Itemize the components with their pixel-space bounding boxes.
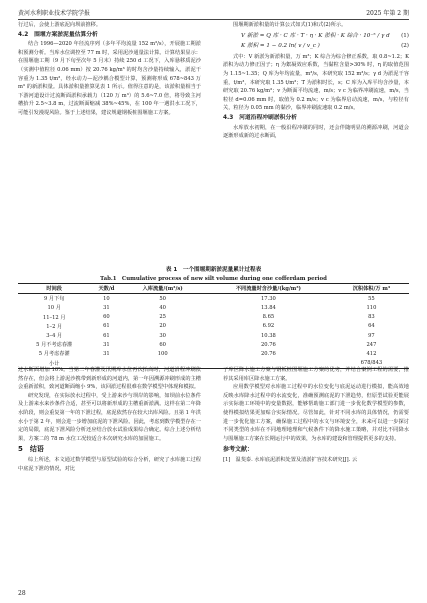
left-column-top: [18, 21, 201, 118]
silt-volume-table: [18, 283, 409, 369]
paragraph: 结合 1996—2020 年径流序列（多年平均流量 152 m³/s），开展施工期淤积预测分析。当库水位调控至 77 m 时，采用泥沙通量法计算。计算结果显示：在围堰施工期（9 月下旬至次年 5 月末）持续 250 d 工况下，入库悬移质泥沙（实测中值粒径 0.06 mm）按 20.76 kg/m³ 的时均含沙量持续输入，淤泥干容重为 1.35 t/m³，经水动力—泥沙耦合模型计算，预测将形成 678~843 万 m³ 的新淤积量。具体淤积量推算见表 1 所示。值得注意的是，该淤积量相当于下游河道设计过流断面淤积承载力（120 万 m³）的 5.6~7.0 倍，将导致主河槽抬升 2.5~3.8 m，过流断面缩减 38%~45%，在 100 年一遇洪水工况下，可能引发漫堤风险。鉴于上述结果，建议规避钢板桩围堰施工方案。: [18, 41, 201, 116]
table-row: 5 月考虑春灌 31 100 20.76 412: [38, 350, 377, 358]
reference-item: [1] 温斐泰. 水库底泥淤积处置及清淤扩容技术研究[J]. 云: [223, 456, 358, 463]
table-row: 3–4 月 61 30 10.38 97: [46, 332, 375, 340]
paragraph: 过水断面增加 10%。当第二年春灌及汛期库水位再次抬高时，河道沿程冲刷依然存在，但会将上游泥沙携带到新形成的河道内，第一年因溯源冲刷形成的主槽会重新淤积，致河道断面缩小 9%，该回淤过程很难在数学模型中体现和模拟。: [18, 367, 201, 391]
paragraph: 综上所述，本文通过数学模型与原型试验的综合分析，研究了水库施工过程中底泥下泄的情况，对比: [18, 456, 201, 472]
table-row: 11–12 月 60 25 8.65 83: [42, 314, 375, 321]
table-caption-cn: 表 1 一个围堰期新淤泥量累计过程表: [165, 267, 262, 273]
left-column-bottom: [18, 366, 201, 473]
table-row: 9 月下旬 10 50 17.30 55: [43, 295, 375, 303]
total-label: 小计: [18, 359, 90, 369]
column-header: 不同流量时含沙量/(kg/m³): [203, 284, 334, 294]
references-heading: 参考文献：: [223, 446, 254, 454]
table-row: 1–2 月 61 20 6.92 64: [46, 323, 375, 330]
right-column-top: [223, 21, 409, 141]
section-heading-5: 5 结语: [18, 445, 44, 454]
paragraph: 行过后，会使上游底泥向坝前推移。: [18, 22, 102, 28]
paragraph: 水库放水初期，在一般沿程冲刷的同时，还会伴随明显的溯源冲刷，河道会逐渐形成新的过水断面，: [223, 124, 409, 140]
issue-label: 2025 年第 2 期: [366, 10, 409, 17]
total-value: 678/843: [334, 359, 409, 369]
right-column-bottom: [223, 366, 409, 464]
paragraph: 式中：V 新淤为新淤积量，万 m³；K 综合为综合修正系数，取 0.8~1.2；K 淤积为动力修正因子；η 为絮凝效应系数，当黏粒含量>30% 时，η 的取值范围为 1.15~1.35；Q 库为年均流量，m³/s，本研究取 152 m³/s；γ d 为淤泥干容重，t/m³，本研究取 1.35 t/m³；T 为淤积时长，s；C 库为入库平均含沙量，本研究取 20.76 kg/m³；v 为断面平均流速，m/s；v c 为临界冲刷流速，m/s，当粒径 d=0.06 mm 时，取值为 0.2 m/s；v c 为临界启动流速，m/s，与粒径有关，粒径为 0.05 mm 的黏沙，临界冲刷流速取 0.2 m/s。: [223, 53, 409, 112]
column-header: 沉积体积/万 m³: [334, 284, 409, 294]
paragraph: 围堰期新淤积量的计算公式如式(1)和式(2)所示。: [233, 22, 347, 28]
table-header-row: [18, 284, 409, 294]
formula-number: (1): [401, 32, 409, 39]
table-caption-en: Tab.1 Cumulative process of new silt volume during one cofferdam period: [100, 276, 327, 282]
paragraph: 应用数学模型对水库施工过程中的水位变化与底泥运动进行模拟，能高效地反映水库降水过程中的水流变化，准确预测底泥的下泄趋势，但原型试验更能展示实际施工环境中的变量数据，能够帮助施工部门进一步优化数学模型的参数，使得模拟结果更加贴合实际情况。尽管如此，针对不同水库的具体情况，仍需要进一步优化施工方案，确保施工过程中的水文与环境安全，未来可以进一步探讨不同类型的水库在不同地理地理和气候条件下的降水施工策略，并对比不同降水与围堰施工方案在长期运行中的效果，为水库的建设和管理提供更多的支持。: [223, 384, 409, 442]
column-header: 时间段: [18, 284, 90, 294]
paragraph: 了库区降水施工方案与钢板桩围堰施工方案的优劣，并结合案例工程的需要，推荐其采用库区降水施工方案。: [223, 367, 409, 382]
journal-name: 黄河水利职业技术学院学报: [18, 10, 91, 17]
column-header: 入库流量/(m³/s): [122, 284, 203, 294]
running-header: [18, 5, 409, 20]
formula-1: V 新淤 = Q 库 · C 库 · T · η · K 淤积 · K 综合 · 10⁻⁵ / γ d (1): [241, 32, 409, 39]
section-heading-4-3: 4.3 河道沿程冲刷淤积分析: [223, 114, 298, 121]
formula-number: (2): [401, 43, 409, 50]
column-header: 天数/d: [90, 284, 122, 294]
table-row: 5 月不考虑春灌 31 60 20.76 247: [36, 341, 377, 349]
formula-2: K 淤积 = 1 − 0.2 ln( v / v_c ) (2): [241, 43, 409, 50]
paragraph: 研究发现，在实际放水过程中，受上游来沙与坝岸的影响，如坝前水位条件及上游来水来沙条件合适，甚至可以将新形成的主槽重新淤满。这样在第二年降水阶段，则会重复第一年的下泄过程，底泥依然存在较大出库风险。且第 1 年洪水小于第 2 年，则会进一步增加底泥的下泄风险。因此，考虑到数学模型存在一定的局限，底泥下泄风险分析还应结合放水试验成果综合确定。综合上述分析结果，方案二的 78 m 水位工况较适合本次研究水库的加固施工。: [18, 392, 201, 442]
table-row: 10 月 31 40 13.84 110: [47, 304, 377, 312]
section-heading-4-2: 4.2 围堰方案淤泥量估算分析: [18, 31, 98, 38]
page-number: 28: [18, 590, 26, 597]
